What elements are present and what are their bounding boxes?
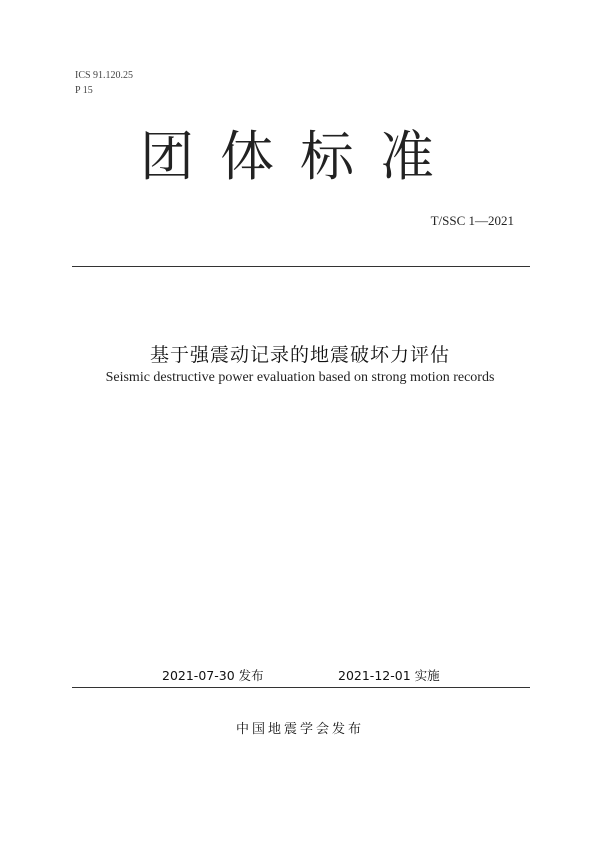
ccs-code: P 15 xyxy=(75,85,93,96)
document-title-english: Seismic destructive power evaluation based on strong motion records xyxy=(105,370,495,385)
standard-number: T/SSC 1—2021 xyxy=(430,213,514,228)
standard-category-title: 团体标准 xyxy=(140,125,460,188)
top-divider xyxy=(72,266,530,267)
publish-date: 2021-07-30 发布 xyxy=(162,668,264,683)
publisher: 中国地震学会发布 xyxy=(235,722,364,737)
ics-code: ICS 91.120.25 xyxy=(75,70,134,81)
implement-date: 2021-12-01 实施 xyxy=(338,668,440,683)
bottom-divider xyxy=(72,687,530,688)
document-title-chinese: 基于强震动记录的地震破坏力评估 xyxy=(149,344,450,366)
